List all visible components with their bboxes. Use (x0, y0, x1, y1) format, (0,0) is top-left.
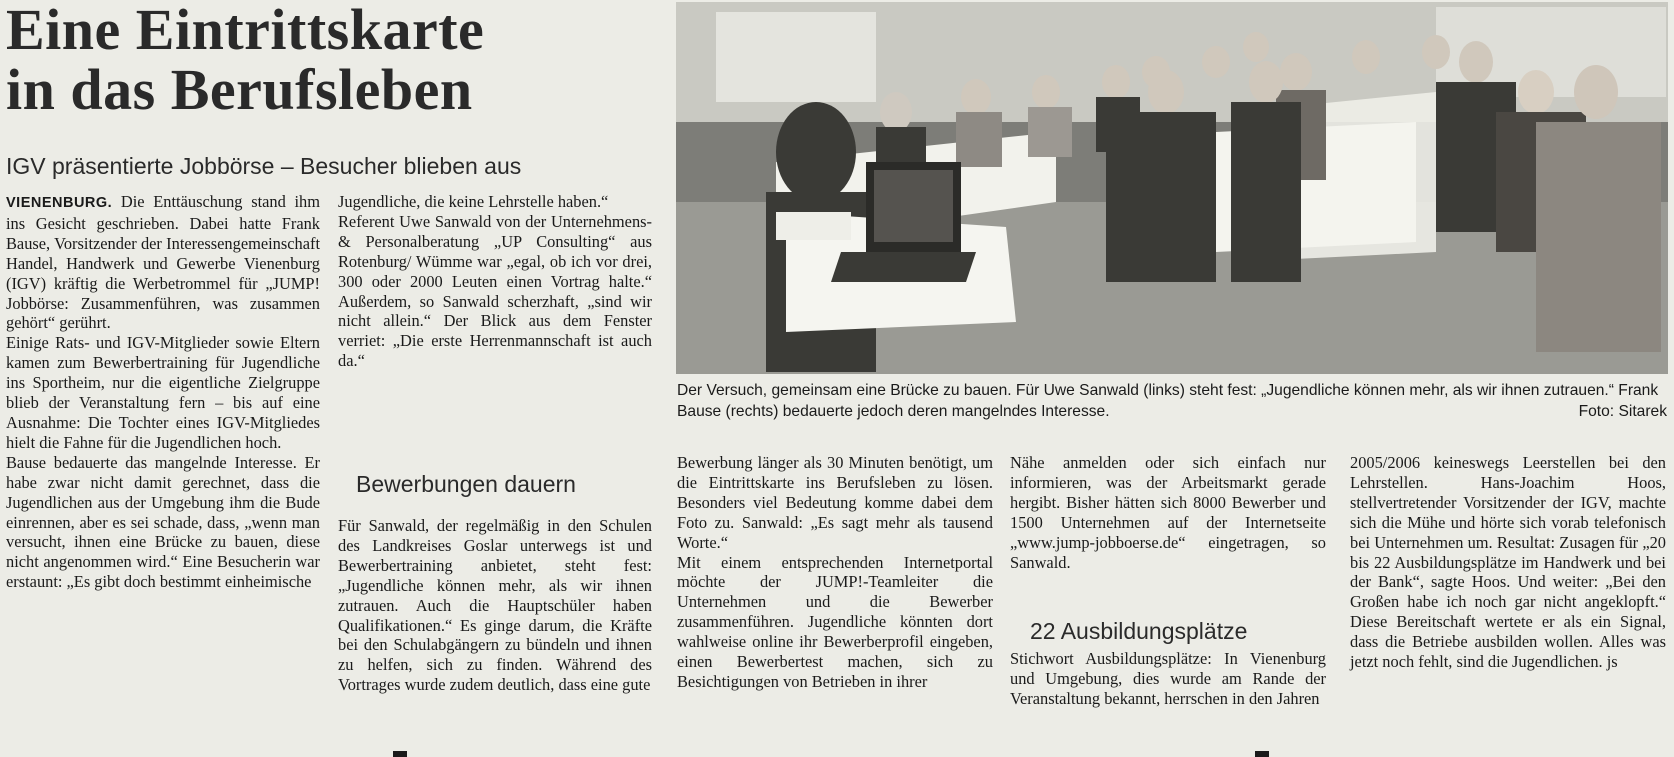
article-column-1 (6, 192, 320, 592)
column-1-text: Die Enttäuschung stand ihm ins Gesicht geschrieben. Dabei hatte Frank Bause, Vorsitzender der Interessengemeinschaft Handel, Handwerk und Gewerbe Vienenburg (IGV) kräftig die Werbetrommel für „JUMP! Jobbörse: Zusammenführen, was zusammen gehört“ gerührt. Einige Rats- und IGV-Mitglieder sowie Eltern kamen zum Bewerbertraining für Jugendliche ins Sportheim, nur die eigentliche Zielgruppe blieb der Veranstaltung fern – bis auf eine Ausnahme: Die Tochter eines IGV-Mitgliedes hielt die Fahne für die Jugendlichen hoch. Bause bedauerte das mangelnde Interesse. Er habe zwar nicht damit gerechnet, dass die Jugendlichen aus der Umgebung ihm die Bude einrennen, aber es sei schade, dass, „wenn man versucht, ihnen eine Brücke zu bauen, diese nicht angenommen wird.“ Eine Besucherin war erstaunt: „Es gibt doch bestimmt einheimische (6, 192, 320, 592)
article-column-5: 2005/2006 keineswegs Leerstellen bei den Lehrstellen. Hans-Joachim Hoos, stellvertretender Vorsitzender der IGV, machte sich die Mühe und hörte sich vorab telefonisch bei Unternehmen um. Resultat: Zusagen für „20 bis 22 Ausbildungsplätze im Handwerk und bei der Bank“, sagte Hoos. Und weiter: „Bei den Großen habe ich noch gar nicht angeklopft.“ Diese Bereitschaft wertete er als ein Signal, dass die Betriebe ausbilden wollen. Alles was jetzt noch fehlt, sind die Jugendlichen. js (1350, 453, 1666, 672)
article-column-4-continued: Stichwort Ausbildungsplätze: In Vienenburg und Umgebung, dies wurde am Rande der Veranstaltung bekannt, herrschen in den Jahren (1010, 649, 1326, 708)
caption-text: Der Versuch, gemeinsam eine Brücke zu bauen. Für Uwe Sanwald (links) steht fest: „Jugendliche können mehr, als wir ihnen zutrauen.“ Frank Bause (rechts) bedauerte jedoch deren mangelndes Interesse. (677, 382, 1659, 420)
subheadline: IGV präsentierte Jobbörse – Besucher blieben aus (6, 153, 522, 179)
article-column-2-continued: Für Sanwald, der regelmäßig in den Schulen des Landkreises Goslar unterwegs ist und Bewerbertraining anbietet, steht fest: „Jugendliche können mehr, als wir ihnen zutrauen. Auch die Hauptschüler haben Qualifikationen.“ Es ginge darum, die Kräfte bei den Schulabgängern zu bündeln und ihnen zu helfen, sich zu finden. Während des Vortrages wurde zudem deutlich, dass eine gute (338, 516, 652, 695)
article-photo (676, 2, 1668, 374)
photo-caption (677, 380, 1667, 422)
print-mark-right (1255, 751, 1269, 757)
dateline: VIENENBURG. (6, 195, 113, 211)
section-heading-bewerbungen: Bewerbungen dauern (356, 471, 576, 497)
headline-line-2: in das Berufsleben (6, 57, 473, 122)
article-column-4: Nähe anmelden oder sich einfach nur informieren, was der Arbeitsmarkt gerade hergibt. Bisher hätten sich 8000 Bewerber und 1500 Unternehmen auf der Internetseite „www.jump-jobboerse.de“ eingetragen, so Sanwald. (1010, 453, 1326, 572)
article-column-3: Bewerbung länger als 30 Minuten benötigt, um die Eintrittskarte ins Berufsleben zu lösen. Besonders viel Bedeutung komme dabei dem Foto zu. Sanwald: „Es sagt mehr als tausend Worte.“ Mit einem entsprechenden Internetportal möchte der JUMP!-Teamleiter die Unternehmen und die Bewerber zusammenführen. Jugendliche könnten dort wahlweise online ihr Bewerberprofil eingeben, einen Bewerbertest machen, sich zu Besichtigungen von Betrieben in ihrer (677, 453, 993, 691)
headline-line-1: Eine Eintrittskarte (6, 0, 485, 62)
headline (6, 0, 666, 120)
photo-credit: Foto: Sitarek (1578, 403, 1667, 420)
photo-illustration (676, 2, 1668, 374)
article-column-2: Jugendliche, die keine Lehrstelle haben.“ Referent Uwe Sanwald von der Unternehmens- & Personalberatung „UP Consulting“ aus Rotenburg/ Wümme war „egal, ob ich vor drei, 300 oder 2000 Leuten einen Vortrag halte.“ Außerdem, so Sanwald scherzhaft, „sind wir nicht allein.“ Der Blick aus dem Fenster verriet: „Die erste Herrenmannschaft ist auch da.“ (338, 192, 652, 371)
section-heading-ausbildungsplaetze: 22 Ausbildungsplätze (1030, 618, 1248, 644)
print-mark-left (393, 751, 407, 757)
